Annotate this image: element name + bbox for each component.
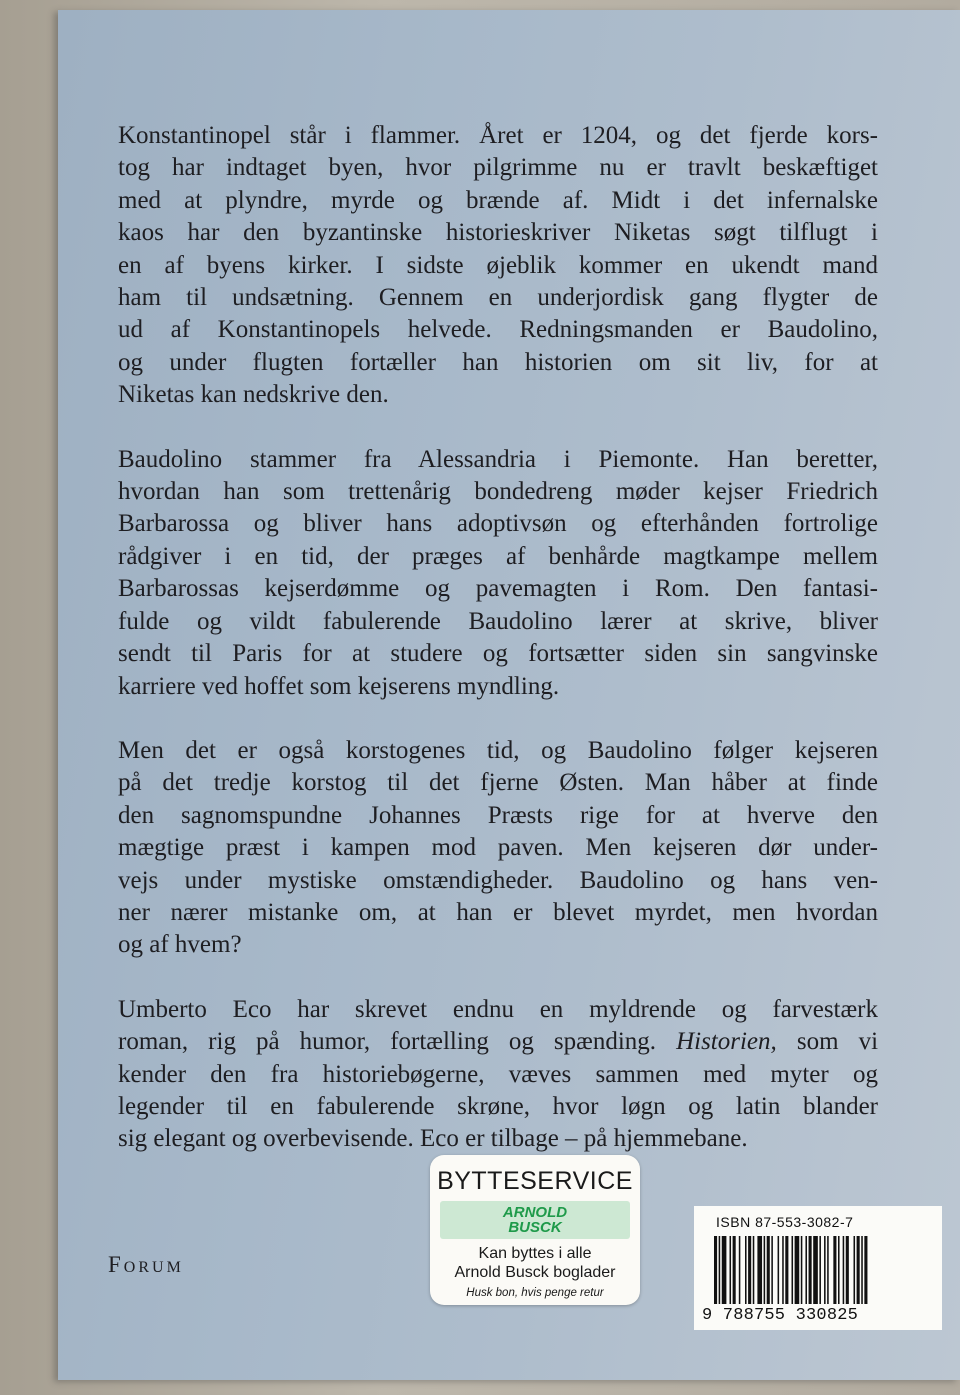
barcode-bar: [805, 1236, 807, 1304]
isbn-barcode-label: [694, 1206, 942, 1330]
italic-word: Historien,: [676, 1028, 777, 1056]
barcode-digits: 9 788755 330825: [702, 1306, 859, 1325]
text-line: og af hvem?: [118, 931, 242, 959]
sticker-title: BYTTESERVICE: [437, 1167, 633, 1195]
isbn-number: ISBN 87-553-3082-7: [716, 1214, 854, 1230]
barcode-bar: [745, 1236, 747, 1304]
barcode-bar: [864, 1236, 867, 1304]
barcode-bar: [827, 1236, 829, 1304]
text-line: den sagnomspundne Johannes Præsts rige for at hverve den: [118, 801, 878, 829]
text-line: ud af Konstantinopels helvede. Redningsmanden er Baudolino,: [118, 316, 878, 344]
text-line: ner nærer mistanke om, at han er blevet myrdet, men hvordan: [118, 898, 878, 926]
barcode-bar: [833, 1236, 836, 1304]
text-line: og under flugten fortæller han historien om sit liv, for at: [118, 348, 878, 376]
barcode-bar: [739, 1236, 741, 1304]
barcode-bar: [771, 1236, 773, 1304]
barcode-bar: [753, 1236, 755, 1304]
barcode-bar: [861, 1236, 863, 1304]
text-line: sig elegant og overbevisende. Eco er tilbage – på hjemmebane.: [118, 1125, 748, 1153]
barcode-bar: [819, 1236, 821, 1304]
barcode-bar: [854, 1236, 856, 1304]
barcode-bar: [792, 1236, 794, 1304]
logo-line: ARNOLD: [502, 1204, 568, 1221]
exchange-sticker: [430, 1155, 640, 1305]
paragraph-1: [118, 120, 878, 412]
text-line: Barbarossa og bliver hans adoptivsøn og efterhånden fortrolige: [118, 510, 878, 538]
text-line: Niketas kan nedskrive den.: [118, 381, 389, 409]
sticker-text: Arnold Busck boglader: [454, 1264, 616, 1281]
paragraph-4: [118, 994, 878, 1156]
text-line: en af byens kirker. I sidste øjeblik kommer en ukendt mand: [118, 251, 878, 279]
text-line: Konstantinopel står i flammer. Året er 1204, og det fjerde kors-: [118, 122, 878, 149]
text-line: kender den fra historiebøgerne, væves sammen med myter og: [118, 1060, 878, 1088]
text-line: på det tredje korstog til det fjerne Østen. Man håber at finde: [118, 769, 878, 797]
barcode-bar: [813, 1236, 818, 1304]
publisher-name: Forum: [108, 1252, 184, 1277]
text-line: Baudolino stammer fra Alessandria i Piemonte. Han beretter,: [118, 445, 878, 473]
text-line: karriere ved hoffet som kejserens myndling.: [118, 672, 560, 700]
barcode-bar: [733, 1236, 736, 1304]
barcode-bar: [785, 1236, 788, 1304]
text-line: mægtige præst i kampen mod paven. Men kejseren dør under-: [118, 834, 878, 862]
text-run: roman, rig på humor, fortælling og spænding.: [118, 1028, 657, 1056]
barcode-bar: [801, 1236, 803, 1304]
barcode-bar: [748, 1236, 751, 1304]
blurb-text: [118, 120, 878, 1188]
barcode-bar: [809, 1236, 812, 1304]
barcode-bar: [778, 1236, 780, 1304]
text-line: tog har indtaget byen, hvor pilgrimme nu er travlt beskæftiget: [118, 154, 878, 182]
barcode-bar: [730, 1236, 732, 1304]
barcode-bar: [757, 1236, 762, 1304]
text-line: Umberto Eco har skrevet endnu en myldrende og farvestærk: [118, 995, 878, 1023]
sticker-note: Husk bon, hvis penge retur: [466, 1287, 604, 1299]
text-line: Men det er også korstogenes tid, og Baudolino følger kejseren: [118, 736, 878, 764]
text-line: [118, 1026, 878, 1058]
barcode-bar: [714, 1236, 717, 1304]
text-line: sendt til Paris for at studere og fortsætter siden sin sangvinske: [118, 640, 878, 668]
text-line: legender til en fabulerende skrøne, hvor løgn og latin blander: [118, 1092, 878, 1120]
paragraph-2: [118, 444, 878, 703]
barcode-bar: [719, 1236, 721, 1304]
text-line: rådgiver i en tid, der præges af benhårde magtkampe mellem: [118, 542, 878, 570]
barcode-bar: [838, 1236, 840, 1304]
barcode-bar: [782, 1236, 784, 1304]
sticker-text: Kan byttes i alle: [478, 1245, 592, 1262]
text-line: hvordan han som trettenårig bondedreng møder kejser Friedrich: [118, 478, 878, 506]
barcode-icon: [714, 1236, 926, 1308]
barcode-bar: [846, 1236, 849, 1304]
text-line: med at plyndre, myrde og brænde af. Midt i det infernalske: [118, 186, 878, 214]
barcode-bar: [767, 1236, 770, 1304]
barcode-bar: [843, 1236, 845, 1304]
paragraph-3: [118, 735, 878, 962]
text-run: som vi: [796, 1028, 879, 1056]
barcode-bar: [824, 1236, 826, 1304]
text-line: ham til undsætning. Gennem en underjordisk gang flygter de: [118, 284, 878, 312]
text-line: vejs under mystiske omstændigheder. Baudolino og hans ven-: [118, 866, 878, 894]
logo-line: BUSCK: [508, 1219, 562, 1236]
barcode-bar: [722, 1236, 727, 1304]
barcode-bar: [857, 1236, 860, 1304]
text-line: kaos har den byzantinske historieskriver Niketas søgt tilflugt i: [118, 219, 878, 247]
barcode-bar: [764, 1236, 766, 1304]
barcode-bar: [795, 1236, 800, 1304]
arnold-busck-logo: [440, 1201, 630, 1239]
text-line: fulde og vildt fabulerende Baudolino lærer at skrive, bliver: [118, 607, 878, 635]
text-line: Barbarossas kejserdømme og pavemagten i Rom. Den fantasi-: [118, 575, 878, 603]
